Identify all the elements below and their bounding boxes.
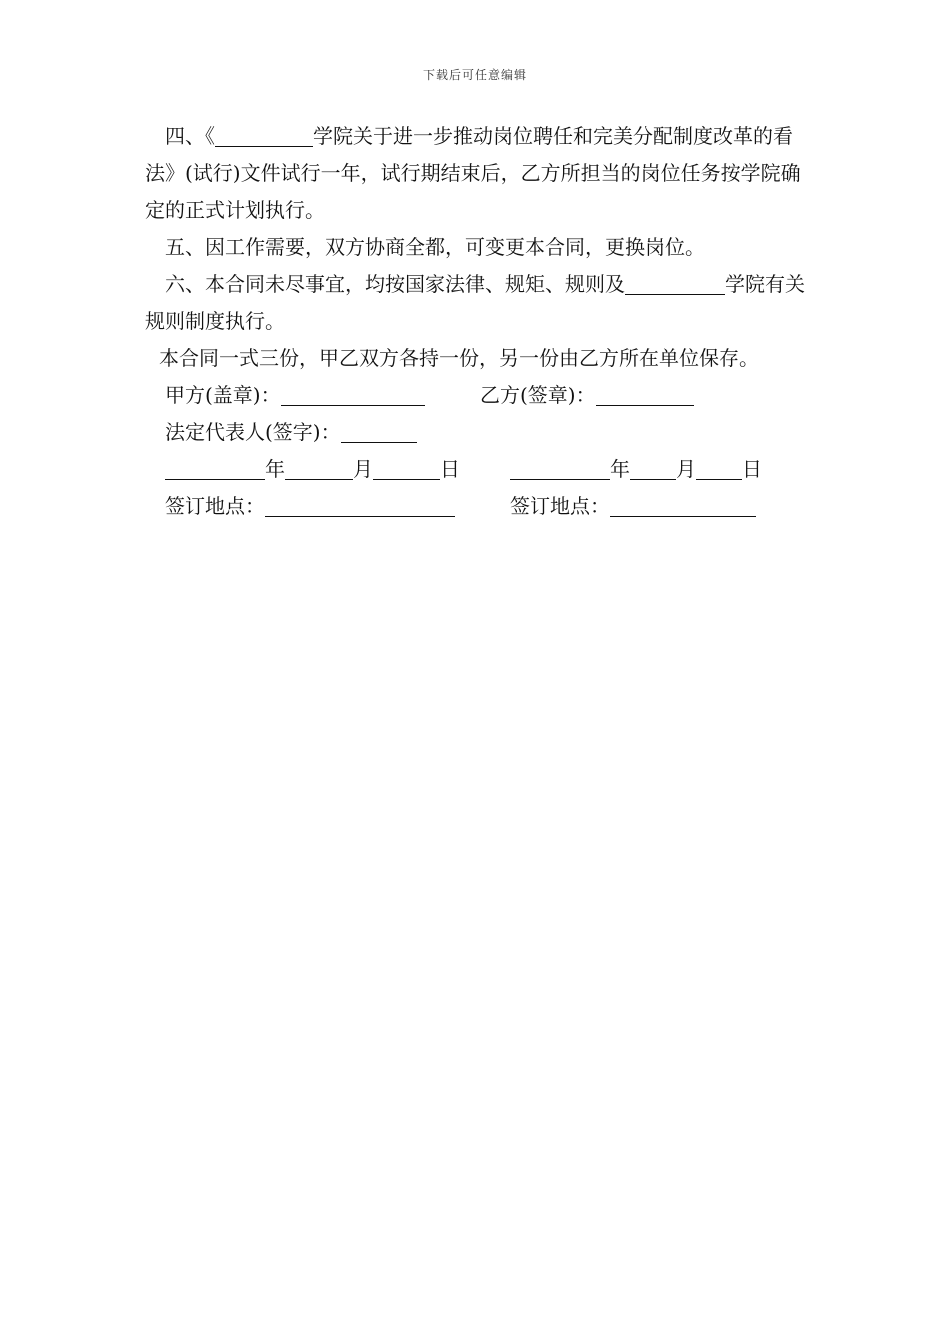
- party-a-place-label: 签订地点：: [165, 494, 265, 518]
- document-body: [145, 118, 810, 525]
- party-a-day-label: 日: [440, 457, 460, 481]
- party-b-place: [510, 488, 756, 525]
- party-a-label: 甲方(盖章)：: [165, 383, 281, 407]
- party-b-day-blank[interactable]: [696, 455, 742, 480]
- date-row: [145, 451, 810, 488]
- party-a-blank[interactable]: [281, 381, 425, 406]
- party-b-day-label: 日: [742, 457, 762, 481]
- clause-four: [145, 118, 810, 229]
- party-b-date: [510, 451, 762, 488]
- clause-six-rest: 学院有关规则制度执行。: [145, 272, 805, 333]
- clause-four-rest: 学院关于进一步推动岗位聘任和完美分配制度改革的看法》(试行)文件试行一年，试行期结束后，乙方所担当的岗位任务按学院确定的正式计划执行。: [145, 124, 801, 222]
- party-a-date: [165, 451, 460, 488]
- clause-four-start: 四、《: [165, 124, 215, 148]
- legal-rep-signature: [165, 414, 417, 451]
- signing-place-row: [145, 488, 810, 525]
- college-name-blank-2[interactable]: [625, 270, 725, 295]
- party-b-year-label: 年: [610, 457, 630, 481]
- college-name-blank-1[interactable]: [215, 122, 313, 147]
- party-a-month-label: 月: [353, 457, 373, 481]
- party-a-place: [165, 488, 455, 525]
- legal-rep-row: [145, 414, 810, 451]
- party-b-month-label: 月: [676, 457, 696, 481]
- party-b-label: 乙方(签章)：: [480, 383, 596, 407]
- party-a-year-blank[interactable]: [165, 455, 265, 480]
- party-b-place-blank[interactable]: [610, 492, 756, 517]
- party-a-place-blank[interactable]: [265, 492, 455, 517]
- party-b-place-label: 签订地点：: [510, 494, 610, 518]
- party-b-signature: [480, 377, 694, 414]
- copies-clause: 本合同一式三份，甲乙双方各持一份，另一份由乙方所在单位保存。: [159, 346, 759, 370]
- party-signature-row: [145, 377, 810, 414]
- party-a-month-blank[interactable]: [285, 455, 353, 480]
- clause-six-start: 六、本合同未尽事宜，均按国家法律、规矩、规则及: [165, 272, 625, 296]
- legal-rep-blank[interactable]: [341, 418, 417, 443]
- party-b-blank[interactable]: [596, 381, 694, 406]
- party-b-year-blank[interactable]: [510, 455, 610, 480]
- page-header: 下载后可任意编辑: [422, 68, 527, 82]
- clause-five: 五、因工作需要，双方协商全都，可变更本合同，更换岗位。: [165, 235, 705, 259]
- party-a-day-blank[interactable]: [373, 455, 440, 480]
- clause-six: [145, 266, 810, 340]
- party-a-signature: [165, 377, 425, 414]
- party-b-month-blank[interactable]: [630, 455, 676, 480]
- legal-rep-label: 法定代表人(签字)：: [165, 420, 341, 444]
- party-a-year-label: 年: [265, 457, 285, 481]
